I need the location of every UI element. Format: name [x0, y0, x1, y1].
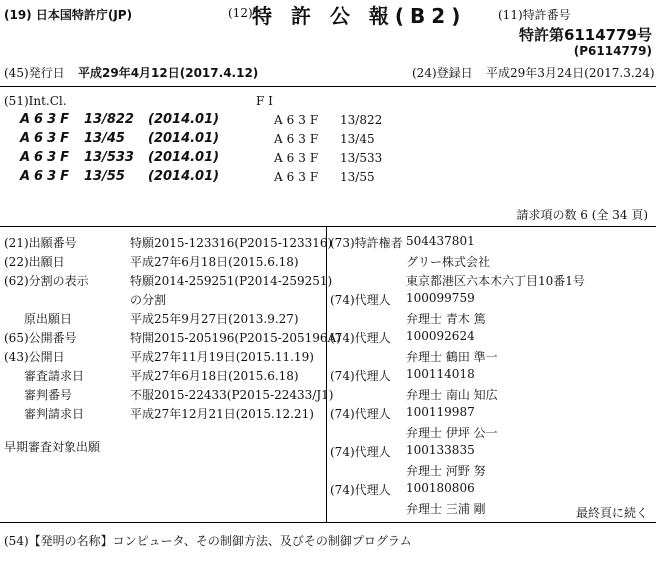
fi-subgroup: 13/822: [340, 113, 383, 127]
field-label: 審判番号: [24, 388, 73, 402]
field-label: (74)代理人: [330, 293, 391, 307]
field-label: (74)代理人: [330, 331, 391, 345]
field-label: (22)出願日: [4, 255, 65, 269]
field-value: 特願2015-123316(P2015-123316): [130, 236, 333, 250]
continued-note: 最終頁に続く: [575, 506, 648, 520]
patent-number-label: (11)特許番号: [498, 8, 571, 22]
field-label: (74)代理人: [330, 483, 391, 497]
field-label: (73)特許権者: [330, 236, 403, 250]
ipc-version: (2014.01): [148, 169, 220, 184]
early-exam-note: 早期審査対象出願: [4, 440, 101, 454]
field-value: 平成27年11月19日(2015.11.19): [130, 350, 314, 364]
field-value: 100119987: [406, 405, 475, 419]
ipc-version: (2014.01): [148, 150, 220, 165]
fi-subgroup: 13/533: [340, 151, 383, 165]
field-label: (62)分割の表示: [4, 274, 89, 288]
field-value: 弁理士 河野 努: [406, 464, 486, 478]
fi-code: A63F: [274, 132, 323, 146]
field-value: 100133835: [406, 443, 475, 457]
ipc-code: A63F: [20, 112, 74, 127]
fi-code: A63F: [274, 151, 323, 165]
fi-code: A63F: [274, 113, 323, 127]
invention-title: (54)【発明の名称】コンピュータ、その制御方法、及びその制御プログラム: [4, 534, 412, 548]
field-value: グリー株式会社: [406, 255, 491, 269]
registration-date: 平成29年3月24日(2017.3.24): [486, 66, 655, 80]
field-value: 特開2015-205196(P2015-205196A): [130, 331, 341, 345]
registration-label: (24)登録日: [412, 66, 473, 80]
field-label: (74)代理人: [330, 407, 391, 421]
issue-label: (45)発行日: [4, 66, 65, 80]
divider: [0, 226, 656, 227]
field-value: 不服2015-22433(P2015-22433/J1): [130, 388, 334, 402]
field-value: 特願2014-259251(P2014-259251): [130, 274, 333, 288]
field-label: 審判請求日: [24, 407, 85, 421]
field-value: の分割: [130, 293, 167, 307]
field-value: 弁理士 南山 知広: [406, 388, 498, 402]
field-label: (65)公開番号: [4, 331, 77, 345]
fi-subgroup: 13/45: [340, 132, 375, 146]
pub-kind: 特 許 公 報(B2): [252, 4, 467, 28]
fi-subgroup: 13/55: [340, 170, 375, 184]
office-name: (19) 日本国特許庁(JP): [4, 8, 133, 22]
issue-date: 平成29年4月12日(2017.4.12): [78, 66, 259, 80]
fi-code: A63F: [274, 170, 323, 184]
field-value: 平成27年6月18日(2015.6.18): [130, 369, 299, 383]
column-divider: [326, 226, 327, 522]
field-value: 弁理士 三浦 剛: [406, 502, 486, 516]
field-label: 審査請求日: [24, 369, 85, 383]
field-value: 弁理士 鶴田 準一: [406, 350, 498, 364]
ipc-code: A63F: [20, 169, 74, 184]
intcl-label: (51)Int.Cl.: [4, 94, 67, 108]
field-label: (74)代理人: [330, 445, 391, 459]
field-value: 100114018: [406, 367, 475, 381]
divider: [0, 86, 656, 87]
patent-number-sub: (P6114779): [573, 44, 652, 58]
field-value: 東京都港区六本木六丁目10番1号: [406, 274, 585, 288]
field-value: 平成27年6月18日(2015.6.18): [130, 255, 299, 269]
field-value: 平成25年9月27日(2013.9.27): [130, 312, 299, 326]
field-label: (43)公開日: [4, 350, 65, 364]
field-label: (74)代理人: [330, 369, 391, 383]
ipc-subgroup: 13/55: [84, 169, 125, 184]
field-value: 平成27年12月21日(2015.12.21): [130, 407, 314, 421]
field-value: 100180806: [406, 481, 475, 495]
field-value: 弁理士 青木 篤: [406, 312, 486, 326]
field-label: 原出願日: [24, 312, 73, 326]
field-value: 504437801: [406, 234, 475, 248]
ipc-code: A63F: [20, 131, 74, 146]
field-value: 弁理士 伊坪 公一: [406, 426, 498, 440]
fi-label: F I: [256, 94, 273, 108]
field-value: 100092624: [406, 329, 475, 343]
ipc-version: (2014.01): [148, 112, 220, 127]
field-value: 100099759: [406, 291, 475, 305]
claims-count: 請求項の数 6 (全 34 頁): [516, 208, 648, 222]
patent-number: 特許第6114779号: [518, 26, 652, 44]
ipc-subgroup: 13/533: [84, 150, 134, 165]
divider: [0, 522, 656, 523]
pub-kind-prefix: (12): [228, 6, 253, 20]
ipc-code: A63F: [20, 150, 74, 165]
ipc-subgroup: 13/45: [84, 131, 125, 146]
ipc-subgroup: 13/822: [84, 112, 134, 127]
field-label: (21)出願番号: [4, 236, 77, 250]
ipc-version: (2014.01): [148, 131, 220, 146]
